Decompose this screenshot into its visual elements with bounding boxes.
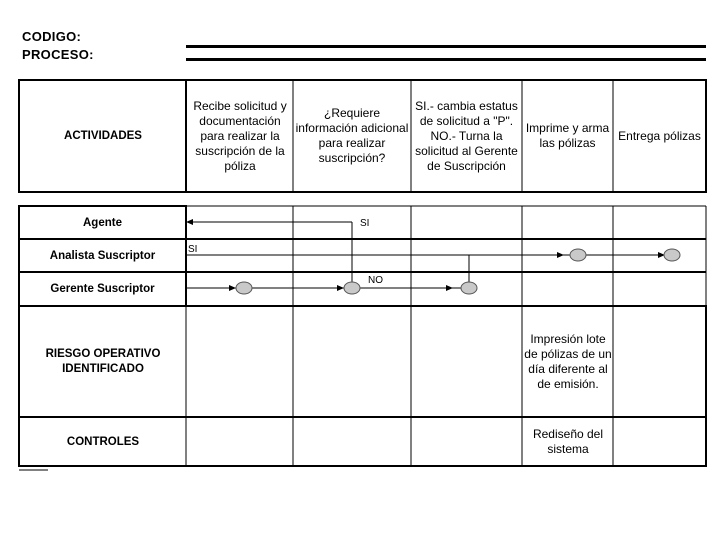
actividades-label: ACTIVIDADES — [64, 129, 142, 142]
arrowhead-left — [186, 219, 193, 225]
controles-label: CONTROLES — [66, 435, 140, 448]
actividad-2: ¿Requiere información adicional para realizar suscripción? — [295, 106, 409, 165]
lane-gerente-suscriptor: Gerente Suscriptor — [50, 283, 155, 295]
arrowhead — [557, 252, 564, 258]
riesgo-text: Impresión lote de pólizas de un día diferente al de emisión. — [524, 332, 612, 391]
controles-text: Rediseño del sistema — [532, 427, 604, 456]
lane-agente: Agente — [83, 216, 122, 229]
codigo-label: CODIGO: — [22, 29, 82, 44]
arrowhead — [446, 285, 453, 291]
flow-label-si-left: SI — [188, 244, 198, 255]
arrowhead — [337, 285, 344, 291]
process-node — [461, 282, 477, 294]
proceso-label: PROCESO: — [22, 47, 94, 62]
flow-label-no: NO — [368, 275, 383, 286]
lane-analista-suscriptor: Analista Suscriptor — [49, 249, 156, 262]
process-node — [344, 282, 360, 294]
actividad-1: Recibe solicitud y documentación para realizar la suscripción de la póliza — [193, 98, 287, 173]
arrowhead — [229, 285, 236, 291]
actividad-3: SI.- cambia estatus de solicitud a "P". NO.- Turna la solicitud al Gerente de Suscripción — [415, 98, 518, 173]
process-node — [664, 249, 680, 261]
actividad-5: Entrega pólizas — [618, 128, 701, 143]
process-node — [570, 249, 586, 261]
actividad-4: Imprime y arma las pólizas — [525, 121, 610, 150]
riesgo-label: RIESGO OPERATIVO IDENTIFICADO — [45, 348, 161, 375]
flow-label-si-top: SI — [360, 218, 370, 229]
process-node — [236, 282, 252, 294]
